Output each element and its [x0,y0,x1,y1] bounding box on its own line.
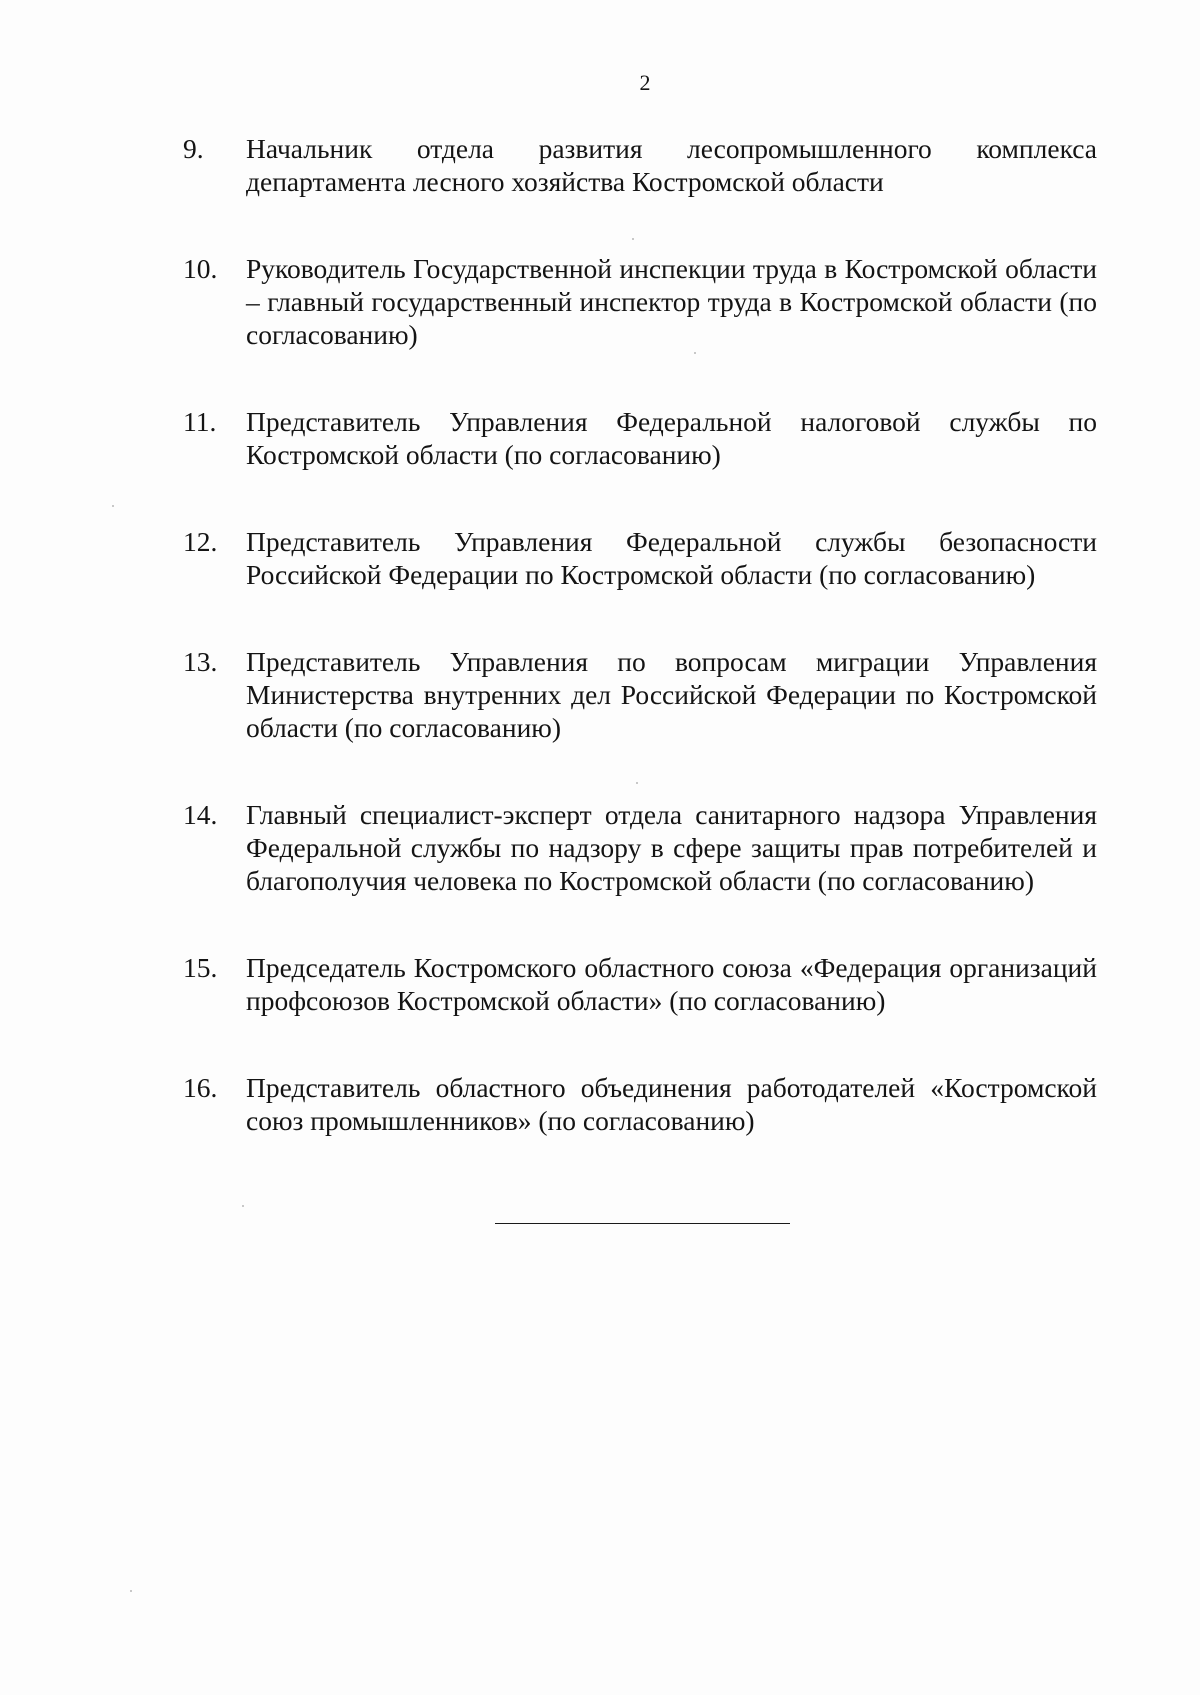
item-number: 11. [183,406,217,437]
item-text: Руководитель Государственной инспекции труда в Костромской области – главный государственный инспектор труда в Костромской области (по согласованию) [246,253,1097,350]
item-number: 9. [183,133,204,164]
item-text: Представитель Управления Федеральной службы безопасности Российской Федерации по Костромской области (по согласованию) [246,526,1097,590]
scan-speck [694,352,696,354]
list-item [183,798,1097,897]
scan-speck [242,1205,244,1207]
list-item [183,405,1097,471]
scan-speck [636,782,638,784]
scan-speck [112,505,114,507]
list-item [183,525,1097,591]
closing-rule [495,1223,790,1224]
item-number: 10. [183,253,218,284]
item-number: 13. [183,646,218,677]
scan-speck [632,238,634,240]
item-text: Представитель областного объединения работодателей «Костромской союз промышленников» (по согласованию) [246,1072,1097,1136]
item-number: 15. [183,952,218,983]
page-number: 2 [639,70,651,95]
list-item [183,1071,1097,1137]
item-text: Представитель Управления Федеральной налоговой службы по Костромской области (по согласованию) [246,406,1097,470]
list-item [183,132,1097,198]
list-item [183,252,1097,351]
item-text: Председатель Костромского областного союза «Федерация организаций профсоюзов Костромской области» (по согласованию) [246,952,1097,1016]
list-item [183,645,1097,744]
item-text: Представитель Управления по вопросам миграции Управления Министерства внутренних дел Российской Федерации по Костромской области (по согласованию) [246,646,1097,743]
item-number: 12. [183,526,218,557]
item-text: Главный специалист-эксперт отдела санитарного надзора Управления Федеральной службы по надзору в сфере защиты прав потребителей и благополучия человека по Костромской области (по согласованию) [246,799,1097,896]
item-number: 16. [183,1072,218,1103]
item-text: Начальник отдела развития лесопромышленного комплекса департамента лесного хозяйства Костромской области [246,133,1097,197]
members-list [183,132,1097,1191]
list-item [183,951,1097,1017]
item-number: 14. [183,799,218,830]
scan-speck [130,1590,132,1592]
